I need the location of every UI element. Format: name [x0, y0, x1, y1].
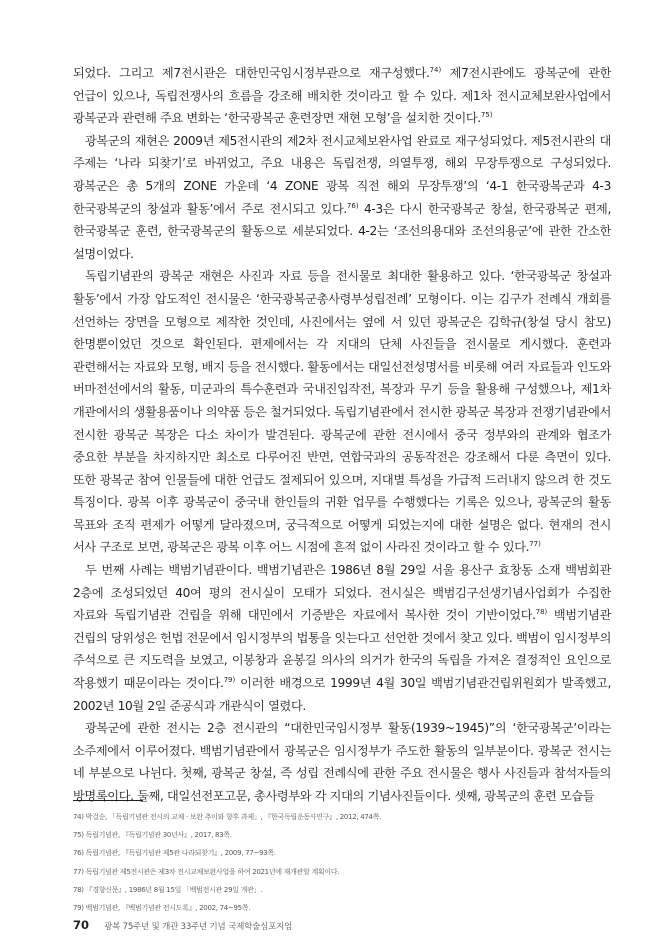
body-paragraph [73, 717, 611, 807]
paragraph-text: 광복군에 관한 전시는 2층 전시관의 “대한민국임시정부 활동(1939~1945)”의 ‘한국광복군’이라는 소주제에서 이루어졌다. 백범기념관에서 광복군은 임시정부가 주도한 활동의 일부분이다. 광복군 전시는 네 부분으로 나뉜다. 첫째, 광복군 창설, 즉 성립 전례식에 관한 주요 전시물은 행사 사진들과 참석자들의 방명록이다. 둘째, 대일선전포고문, 총사령부와 각 지대의 기념사진들이다. 셋째, 광복군의 훈련 모습들 [73, 721, 611, 803]
paragraph-text: 4-3은 다시 한국광복군 창설, 한국광복군 편제, 한국광복군 훈련, 한국광복군의 활동으로 세분되었다. 4-2는 ‘조선의용대와 조선의용군’에 관한 간소한 설명이었다. [73, 201, 611, 261]
page-number: 70 [73, 918, 90, 932]
footnote-reference[interactable]: 74) [429, 66, 442, 74]
body-paragraph [73, 62, 611, 130]
footnote-reference[interactable]: 79) [223, 676, 236, 685]
footnote: 78) 『경향신문』, 1986년 8월 15일 「백범전시관 29일 개관」. [73, 885, 263, 894]
footnote-reference[interactable]: 77) [529, 540, 541, 549]
footnote: 74) 박걸순, 「독립기념관 전시의 교체 · 보완 추이와 향후 과제」, 『한국독립운동사연구』, 2012, 474쪽. [73, 813, 382, 821]
paragraph-text: 백범기념관 건립의 당위성은 헌법 전문에서 임시정부의 법통을 잇는다고 선언한 것에서 찾고 있다. 백범이 임시정부의 주석으로 큰 지도력을 보였고, 이봉창과 윤봉길 의사의 의거가 한국의 독립을 가져온 결정적인 요인으로 작용했기 때문이라는 것이다. [73, 608, 611, 691]
paragraph-text: 이러한 배경으로 1999년 4월 30일 백범기념관건립위원회가 발족했고, 2002년 10월 2일 준공식과 개관식이 열렸다. [73, 676, 611, 713]
paragraph-text: 되었다. 그리고 제7전시관은 대한민국임시정부관으로 재구성했다. [73, 66, 430, 80]
paragraph-text: 독립기념관의 광복군 재현은 사진과 자료 등을 전시물로 최대한 활용하고 있다. ‘한국광복군 창설과 활동’에서 가장 압도적인 전시물은 ‘한국광복군총사령부성립전례’ 모형이다. 이는 김구가 전례식 개회를 선언하는 장면을 모형으로 제작한 것인데, 사진에서는 옆에 서 있던 광복군은 김학규(창설 당시 참모) 한명뿐이었던 것으로 확인된다. 편제에서는 각 지대의 단체 사진들을 전시물로 게시했다. 훈련과 관련해서는 자료와 모형, 배지 등을 전시했다. 활동에서는 대일선전성명서를 비롯해 여러 자료들과 인도와 버마전선에서의 활동, 미군과의 특수훈련과 국내진입작전, 복장과 무기 등을 활용해 구성했으나, 제1차 개관에서의 생활용품이나 의약품 등은 철거되었다. 독립기념관에서 전시한 광복군 복장과 전쟁기념관에서 전시한 광복군 복장은 다소 차이가 발견된다. 광복군에 관한 전시에서 중국 정부와의 관계와 협조가 중요한 부분을 차지하지만 최소로 다루어진 반면, 연합국과의 공동작전은 강조해서 다룬 측면이 있다. 또한 광복군 참여 인물들에 대한 언급도 절제되어 있으며, 지대별 특성을 가급적 드러내지 않으려 한 것도 특징이다. 광복 이후 광복군이 중국내 한인들의 귀환 업무를 수행했다는 기록은 있으나, 광복군의 활동 목표와 조직 편제가 어떻게 달라졌으며, 궁극적으로 어떻게 되었는지에 대한 설명은 없다. 현재의 전시 서사 구조로 보면, 광복군은 광복 이후 어느 시점에 흔적 없이 사라진 것이라고 할 수 있다. [73, 269, 611, 555]
paragraph-text: 제7전시관에도 광복군에 관한 언급이 있으나, 독립전쟁사의 흐름을 강조해 배치한 것이라고 할 수 있다. 제1차 전시교체보완사업에서 광복군과 관련해 주요 변화는 ‘한국광복군 훈련장면 재현 모형’을 설치한 것이다. [73, 66, 611, 126]
footnote-reference[interactable]: 78) [535, 608, 548, 617]
body-text [73, 62, 611, 808]
paragraph-text: 두 번째 사례는 백범기념관이다. 백범기념관은 1986년 8월 29일 서울 용산구 효창동 소재 백범회관 2층에 조성되었던 40여 평의 전시실이 모태가 되었다. 전시실은 백범김구선생기념사업회가 수집한 자료와 독립기념관 건립을 위해 대민에서 기증받은 자료에서 복사한 것이 기반이었다. [73, 563, 611, 623]
footnote-divider [73, 800, 143, 801]
body-paragraph [73, 265, 611, 559]
running-title: 광복 75주년 및 개관 33주년 기념 국제학술심포지엄 [104, 922, 293, 932]
footnote-reference[interactable]: 76) [346, 201, 359, 210]
footnotes [73, 808, 611, 917]
footnote: 75) 독립기념관, 『독립기념관 30년사』, 2017, 83쪽. [73, 831, 232, 840]
body-paragraph [73, 130, 611, 266]
footnote: 76) 독립기념관, 『독립기념관 제5관 나라되찾기』, 2009, 77~93쪽. [73, 849, 276, 858]
footnote-reference[interactable]: 75) [480, 111, 493, 120]
page-footer [73, 914, 292, 930]
footnote: 79) 백범기념관, 『백범기념관 전시도록』, 2002, 74~95쪽. [73, 904, 251, 913]
body-paragraph [73, 559, 611, 717]
paragraph-text: 광복군의 재현은 2009년 제5전시관의 제2차 전시교체보완사업 완료로 재구성되었다. 제5전시관의 대 주제는 ‘나라 되찾기’로 바뀌었고, 주요 내용은 독립전쟁, 의열투쟁, 해외 무장투쟁으로 구성되었다. 광복군은 총 5개의 ZONE 가운데 ‘4 ZONE 광복 직전 해외 무장투쟁’의 ‘4-1 한국광복군과 4-3 한국광복군의 창설과 활동’에서 주로 전시되고 있다. [73, 133, 611, 216]
footnote: 77) 독립기념관 제5전시관은 제3차 전시교체보완사업을 하여 2021년에 재개관할 계획이다. [73, 867, 340, 876]
